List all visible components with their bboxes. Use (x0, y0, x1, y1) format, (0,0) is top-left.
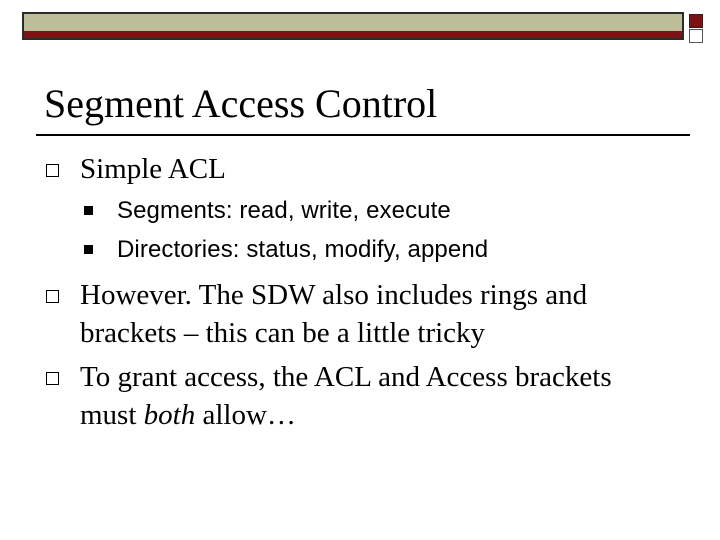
hollow-square-bullet-icon (46, 164, 59, 177)
bullet-sdw-line-2: brackets – this can be a little tricky (80, 317, 486, 349)
corner-square-dark (689, 14, 703, 28)
corner-square-light (689, 29, 703, 43)
bullet-grant-line-1: To grant access, the ACL and Access brackets (80, 361, 612, 393)
sub-bullet-segments: Segments: read, write, execute (117, 197, 451, 224)
filled-square-bullet-icon (84, 245, 93, 254)
grant-line-2-suffix: allow… (195, 399, 296, 431)
bullet-grant-line-2 (80, 398, 296, 433)
filled-square-bullet-icon (84, 206, 93, 215)
grant-line-2-prefix: must (80, 399, 144, 431)
slide-title: Segment Access Control (44, 81, 438, 126)
bullet-simple-acl: Simple ACL (80, 153, 226, 185)
hollow-square-bullet-icon (46, 290, 59, 303)
grant-line-2-emphasis: both (143, 399, 196, 431)
sub-bullet-directories: Directories: status, modify, append (117, 236, 489, 263)
title-divider (36, 134, 690, 136)
top-banner-stripe (22, 31, 684, 40)
bullet-sdw-line-1: However. The SDW also includes rings and (80, 279, 588, 311)
hollow-square-bullet-icon (46, 372, 59, 385)
